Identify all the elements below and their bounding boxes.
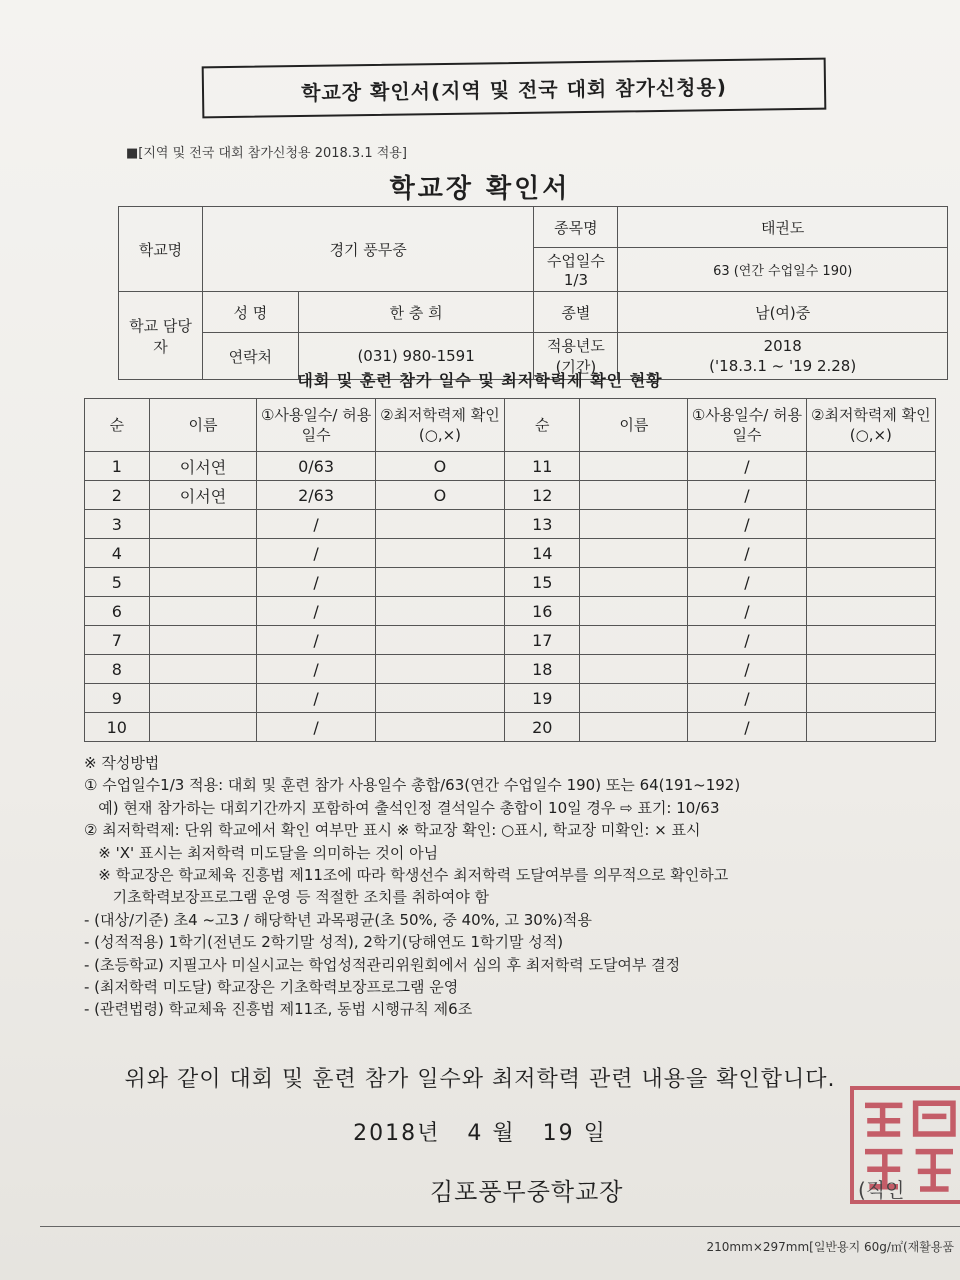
contact-label: 연락처 [202, 333, 298, 380]
row-name [580, 713, 688, 742]
row-check [806, 684, 935, 713]
note-line: ① 수업일수1/3 적용: 대회 및 훈련 참가 사용일수 총합/63(연간 수업일수 190) 또는 64(191~192) [84, 776, 741, 795]
row-days: / [257, 626, 375, 655]
principal-signature: 김포풍무중학교장 [430, 1178, 624, 1206]
row-days: / [688, 481, 806, 510]
row-no: 16 [505, 597, 580, 626]
col-check-header: ②최저학력제 확인(○,×) [375, 399, 504, 452]
row-no: 3 [85, 510, 150, 539]
row-name [149, 684, 257, 713]
row-no: 1 [85, 452, 150, 481]
footer-divider [40, 1226, 960, 1227]
note-line: ※ 'X' 표시는 최저학력 미도달을 의미하는 것이 아님 [84, 843, 439, 862]
row-days: / [688, 684, 806, 713]
note-line: ※ 작성방법 [84, 754, 160, 772]
year-value: 2018 [763, 337, 802, 355]
row-days: / [257, 597, 375, 626]
note-line: ② 최저학력제: 단위 학교에서 확인 여부만 표시 ※ 학교장 확인: ○표시, 학교장 미확인: × 표시 [84, 821, 701, 840]
row-no: 2 [85, 481, 150, 510]
row-days: / [688, 568, 806, 597]
page-title: 학교장 확인서 [389, 174, 571, 204]
row-check: O [375, 481, 504, 510]
name-label: 성 명 [202, 292, 298, 333]
table-row [85, 684, 936, 713]
row-name [580, 655, 688, 684]
table-row [85, 597, 936, 626]
row-check [375, 713, 504, 742]
row-no: 8 [85, 655, 150, 684]
row-name [580, 510, 688, 539]
row-days: / [688, 655, 806, 684]
row-name [149, 713, 257, 742]
row-check [375, 510, 504, 539]
participation-table [84, 398, 936, 742]
row-days: / [257, 568, 375, 597]
seal-label: (직인 [858, 1178, 905, 1202]
row-name [580, 568, 688, 597]
row-check [806, 597, 935, 626]
row-check [806, 626, 935, 655]
row-days: / [688, 510, 806, 539]
sport-label: 종목명 [534, 207, 618, 248]
row-days: / [688, 539, 806, 568]
col-days-header: ①사용일수/ 허용일수 [257, 399, 375, 452]
table-row [85, 481, 936, 510]
row-no: 5 [85, 568, 150, 597]
table-row [85, 452, 936, 481]
row-days: / [257, 655, 375, 684]
paper-spec: 210mm×297mm[일반용지 60g/㎡(재활용품 [706, 1240, 954, 1254]
row-check [806, 568, 935, 597]
name-value: 한 충 희 [298, 292, 534, 333]
row-check [375, 684, 504, 713]
row-no: 9 [85, 684, 150, 713]
row-days: / [257, 539, 375, 568]
row-check [806, 539, 935, 568]
row-name [580, 452, 688, 481]
row-name [149, 568, 257, 597]
table-row [85, 568, 936, 597]
row-days: 2/63 [257, 481, 375, 510]
manager-label: 학교 담당자 [119, 292, 203, 380]
col-check-header: ②최저학력제 확인(○,×) [806, 399, 935, 452]
row-days: 0/63 [257, 452, 375, 481]
note-line: ※ 학교장은 학교체육 진흥법 제11조에 따라 학생선수 최저학력 도달여부를 의무적으로 확인하고 [84, 866, 729, 885]
gender-label: 종별 [534, 292, 618, 333]
row-name [149, 539, 257, 568]
row-name [580, 597, 688, 626]
instructions [84, 752, 944, 1021]
row-no: 4 [85, 539, 150, 568]
note-line: - (관련법령) 학교체육 진흥법 제11조, 동법 시행규칙 제6조 [84, 1000, 473, 1019]
section-title: 대회 및 훈련 참가 일수 및 최저학력제 확인 현황 [297, 371, 663, 390]
col-no-header: 순 [85, 399, 150, 452]
note-line: - (성적적용) 1학기(전년도 2학기말 성적), 2학기(당해연도 1학기말 성적) [84, 933, 564, 952]
table-row [85, 510, 936, 539]
row-no: 14 [505, 539, 580, 568]
year-label: 적용년도 (기간) [534, 333, 618, 380]
note-line: - (대상/기준) 초4 ~고3 / 해당학년 과목평균(초 50%, 중 40%, 고 30%)적용 [84, 910, 592, 929]
row-days: / [688, 597, 806, 626]
row-no: 13 [505, 510, 580, 539]
row-name [149, 597, 257, 626]
days-value: 63 (연간 수업일수 190) [618, 248, 948, 292]
row-days: / [257, 510, 375, 539]
row-no: 6 [85, 597, 150, 626]
row-no: 19 [505, 684, 580, 713]
table-header-row [85, 399, 936, 452]
table-row [85, 539, 936, 568]
confirmation-statement: 위와 같이 대회 및 훈련 참가 일수와 최저학력 관련 내용을 확인합니다. [124, 1067, 836, 1092]
row-no: 15 [505, 568, 580, 597]
row-name: 이서연 [149, 481, 257, 510]
row-name [580, 626, 688, 655]
row-no: 7 [85, 626, 150, 655]
info-table [118, 206, 948, 380]
row-no: 18 [505, 655, 580, 684]
period-value: ('18.3.1 ~ '19 2.28) [709, 357, 857, 375]
row-no: 17 [505, 626, 580, 655]
col-no-header: 순 [505, 399, 580, 452]
row-name: 이서연 [149, 452, 257, 481]
school-label: 학교명 [119, 207, 203, 292]
row-no: 11 [505, 452, 580, 481]
gender-value: 남(여)중 [618, 292, 948, 333]
table-row [85, 655, 936, 684]
row-name [580, 481, 688, 510]
row-no: 20 [505, 713, 580, 742]
row-check [375, 655, 504, 684]
note-line: 예) 현재 참가하는 대회기간까지 포함하여 출석인정 결석일수 총합이 10일 경우 ⇨ 표기: 10/63 [84, 798, 720, 817]
document-header: 학교장 확인서(지역 및 전국 대회 참가신청용) [202, 58, 827, 119]
col-name-header: 이름 [580, 399, 688, 452]
row-name [149, 655, 257, 684]
row-check [375, 597, 504, 626]
note-line: - (최저학력 미도달) 학교장은 기초학력보장프로그램 운영 [84, 978, 459, 997]
row-check [806, 452, 935, 481]
row-check [375, 626, 504, 655]
row-check [806, 713, 935, 742]
row-days: / [688, 452, 806, 481]
applicable-note: ■[지역 및 전국 대회 참가신청용 2018.3.1 적용] [126, 146, 407, 161]
row-no: 10 [85, 713, 150, 742]
row-name [149, 510, 257, 539]
row-check [806, 510, 935, 539]
days-label: 수업일수 1/3 [534, 248, 618, 292]
row-check [806, 481, 935, 510]
sport-value: 태권도 [618, 207, 948, 248]
row-name [580, 539, 688, 568]
row-name [149, 626, 257, 655]
note-line: - (초등학교) 지필고사 미실시교는 학업성적관리위원회에서 심의 후 최저학력 도달여부 결정 [84, 955, 681, 974]
row-check [375, 568, 504, 597]
row-name [580, 684, 688, 713]
row-days: / [257, 713, 375, 742]
row-days: / [688, 713, 806, 742]
row-days: / [688, 626, 806, 655]
school-value: 경기 풍무중 [202, 207, 534, 292]
row-check [806, 655, 935, 684]
contact-value: (031) 980-1591 [298, 333, 534, 380]
row-check [375, 539, 504, 568]
table-row [85, 626, 936, 655]
col-name-header: 이름 [149, 399, 257, 452]
row-days: / [257, 684, 375, 713]
table-row [85, 713, 936, 742]
row-check: O [375, 452, 504, 481]
note-line: 기초학력보장프로그램 운영 등 적절한 조치를 취하여야 함 [84, 888, 489, 907]
row-no: 12 [505, 481, 580, 510]
col-days-header: ①사용일수/ 허용일수 [688, 399, 806, 452]
issue-date: 2018년 4 월 19 일 [353, 1121, 607, 1146]
